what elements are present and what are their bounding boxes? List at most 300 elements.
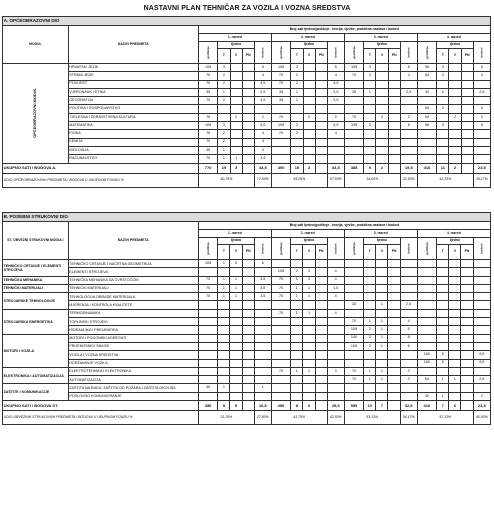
value-cell: 1	[376, 326, 388, 334]
value-cell	[400, 155, 417, 163]
value-cell	[376, 80, 388, 88]
value-cell	[400, 130, 417, 138]
type-header: T	[291, 49, 303, 64]
total-value	[242, 163, 254, 173]
value-cell	[327, 384, 344, 392]
value-cell: 2	[437, 72, 449, 80]
value-cell	[461, 293, 473, 301]
value-cell	[344, 309, 363, 317]
hours-header: Broj sati tjedno/godišnje - teorija, vježbe, praktična nastava i bodovi	[198, 222, 490, 230]
value-cell: 2,5	[254, 88, 271, 96]
subject-name: TJELESNA I ZDRAVSTVENA KULTURA	[68, 113, 198, 121]
total-row	[3, 401, 491, 411]
total-value: 2	[449, 163, 461, 173]
weekly-header: tjedno	[437, 42, 473, 49]
type-header: V	[303, 49, 315, 64]
value-cell	[437, 301, 449, 309]
type-header: PN	[242, 49, 254, 64]
module-cell: STROJARSKE TEHNOLOGIJE	[3, 293, 69, 310]
value-cell: 70	[271, 284, 290, 292]
value-cell	[218, 367, 230, 375]
value-cell	[400, 392, 417, 400]
value-cell: 64	[417, 72, 436, 80]
value-cell: 3	[364, 334, 376, 342]
value-cell	[218, 318, 230, 326]
percent-row	[3, 411, 491, 425]
value-cell: 4	[400, 318, 417, 326]
module-column-header: MODUL	[3, 26, 69, 64]
value-cell	[242, 326, 254, 334]
rotated-label: godišnje	[351, 242, 356, 255]
value-cell	[230, 301, 242, 309]
subject-name: BIOLOGIJA	[68, 146, 198, 154]
value-cell	[449, 276, 461, 284]
subject-name: TEHNIČKO CRTANJE I NACRTNA GEOMETRIJA	[68, 260, 198, 268]
module-cell: STROJARSKA ENERGETIKA	[3, 309, 69, 334]
value-cell: 4	[254, 72, 271, 80]
type-header: PN	[461, 49, 473, 64]
value-cell: 1	[254, 384, 271, 392]
value-cell: 2	[364, 326, 376, 334]
value-cell	[417, 367, 436, 375]
value-cell	[315, 146, 327, 154]
value-cell: 2,5	[400, 88, 417, 96]
value-cell: 9,5	[473, 351, 490, 359]
value-cell	[242, 392, 254, 400]
value-cell	[417, 97, 436, 105]
total-row	[3, 163, 491, 173]
value-cell	[271, 342, 290, 350]
value-cell	[198, 367, 217, 375]
value-cell	[437, 113, 449, 121]
value-cell	[388, 367, 400, 375]
value-cell	[291, 105, 303, 113]
value-cell	[198, 334, 217, 342]
points-header	[254, 238, 271, 260]
rotated-label: godišnje	[278, 242, 283, 255]
value-cell	[303, 64, 315, 72]
value-cell	[254, 334, 271, 342]
subject-row	[3, 351, 491, 359]
total-value	[242, 401, 254, 411]
type-header: T	[218, 245, 230, 260]
subject-name: VJERONAUK / ETIKA	[68, 88, 198, 96]
type-header: PN	[388, 245, 400, 260]
total-value: 19,5	[400, 163, 417, 173]
value-cell	[400, 268, 417, 276]
value-cell: 35	[344, 88, 363, 96]
total-label: UKUPNO SATI / BODOVA A.	[3, 163, 199, 173]
weekly-header: tjedno	[218, 42, 254, 49]
value-cell	[291, 376, 303, 384]
value-cell: 2,5	[327, 97, 344, 105]
points-header	[400, 238, 417, 260]
value-cell	[254, 392, 271, 400]
value-cell	[417, 326, 436, 334]
subject-name: POSLOVNO KOMUNICIRANJE	[68, 392, 198, 400]
value-cell	[437, 155, 449, 163]
value-cell	[230, 97, 242, 105]
value-cell: 1	[218, 293, 230, 301]
value-cell: 1	[376, 342, 388, 350]
value-cell	[303, 80, 315, 88]
value-cell	[473, 138, 490, 146]
value-cell	[327, 105, 344, 113]
value-cell	[461, 309, 473, 317]
value-cell	[254, 342, 271, 350]
type-header: T	[437, 245, 449, 260]
value-cell	[254, 376, 271, 384]
value-cell	[344, 105, 363, 113]
value-cell	[449, 64, 461, 72]
value-cell	[400, 105, 417, 113]
subject-row	[3, 88, 491, 96]
value-cell	[461, 268, 473, 276]
value-cell	[230, 367, 242, 375]
grade-header: 2. razred	[271, 230, 344, 238]
value-cell	[303, 105, 315, 113]
value-cell: 3,5	[254, 276, 271, 284]
percent-value: 72,50%	[254, 173, 271, 187]
value-cell	[303, 326, 315, 334]
rotated-label: godišnje	[205, 46, 210, 59]
module-cell: TEHNIČKI MATERIJALI	[3, 284, 69, 292]
value-cell	[271, 105, 290, 113]
value-cell	[388, 80, 400, 88]
value-cell: 1	[291, 309, 303, 317]
value-cell	[242, 130, 254, 138]
value-cell: 1	[303, 367, 315, 375]
value-cell: 2,5	[327, 88, 344, 96]
value-cell: 35	[271, 88, 290, 96]
value-cell	[376, 155, 388, 163]
section-title-row	[3, 213, 491, 222]
total-value: 385	[344, 163, 363, 173]
value-cell	[315, 359, 327, 367]
subject-row	[3, 122, 491, 130]
value-cell	[198, 359, 217, 367]
value-cell: 32	[417, 88, 436, 96]
value-cell: 4	[473, 72, 490, 80]
value-cell	[400, 97, 417, 105]
value-cell	[315, 72, 327, 80]
value-cell	[461, 64, 473, 72]
value-cell	[417, 318, 436, 326]
points-header	[473, 42, 490, 64]
value-cell: 2	[218, 138, 230, 146]
value-cell	[242, 276, 254, 284]
annual-header	[417, 238, 436, 260]
value-cell	[271, 138, 290, 146]
subject-row	[3, 260, 491, 268]
value-cell	[388, 301, 400, 309]
module-label: OPĆEOBRAZOVNI MODUL	[32, 88, 38, 138]
value-cell: 70	[198, 276, 217, 284]
value-cell: 70	[344, 318, 363, 326]
value-cell	[218, 351, 230, 359]
value-cell	[198, 105, 217, 113]
value-cell: 2	[364, 72, 376, 80]
value-cell	[218, 113, 230, 121]
value-cell: 2	[303, 113, 315, 121]
value-cell: 6	[400, 342, 417, 350]
type-header: T	[364, 245, 376, 260]
value-cell	[449, 284, 461, 292]
value-cell	[364, 293, 376, 301]
value-cell	[364, 155, 376, 163]
value-cell: 5	[400, 326, 417, 334]
value-cell: 2	[291, 80, 303, 88]
value-cell	[254, 105, 271, 113]
subjects-column-header: NAZIVI PREDMETA	[68, 26, 198, 64]
value-cell	[388, 384, 400, 392]
value-cell	[242, 309, 254, 317]
value-cell	[376, 64, 388, 72]
value-cell: 1	[291, 367, 303, 375]
value-cell	[315, 97, 327, 105]
value-cell: 9,5	[473, 359, 490, 367]
subject-name: TOPLINSKI STROJEVI	[68, 318, 198, 326]
value-cell: 70	[344, 376, 363, 384]
value-cell	[449, 318, 461, 326]
value-cell	[473, 301, 490, 309]
subject-row	[3, 155, 491, 163]
total-value: 5	[218, 401, 230, 411]
value-cell	[242, 359, 254, 367]
points-header	[254, 42, 271, 64]
value-cell	[242, 293, 254, 301]
value-cell: 1	[303, 268, 315, 276]
value-cell: 96	[417, 64, 436, 72]
value-cell: 2,5	[473, 376, 490, 384]
type-header: T	[437, 49, 449, 64]
value-cell: 105	[344, 342, 363, 350]
value-cell: 1	[376, 376, 388, 384]
value-cell: 1	[376, 334, 388, 342]
total-value	[315, 163, 327, 173]
value-cell	[271, 301, 290, 309]
value-cell	[315, 334, 327, 342]
value-cell	[376, 384, 388, 392]
value-cell: 1	[303, 284, 315, 292]
value-cell	[291, 326, 303, 334]
subject-name: RAČUNALSTVO	[68, 155, 198, 163]
value-cell	[417, 301, 436, 309]
value-cell	[344, 268, 363, 276]
type-header: V	[449, 245, 461, 260]
percent-value: 43,75%	[271, 411, 327, 425]
value-cell	[388, 64, 400, 72]
value-cell	[303, 146, 315, 154]
rotated-label: bodovi	[479, 47, 484, 58]
value-cell	[388, 105, 400, 113]
value-cell	[437, 260, 449, 268]
percent-value: 42,33%	[417, 173, 473, 187]
value-cell: 3	[400, 376, 417, 384]
value-cell	[291, 334, 303, 342]
value-cell: 35	[271, 97, 290, 105]
value-cell	[315, 342, 327, 350]
value-cell: 105	[198, 122, 217, 130]
value-cell: 96	[417, 122, 436, 130]
value-cell	[315, 351, 327, 359]
value-cell	[461, 155, 473, 163]
value-cell	[473, 326, 490, 334]
value-cell	[315, 80, 327, 88]
total-value	[388, 401, 400, 411]
value-cell	[449, 367, 461, 375]
total-value: 490	[271, 401, 290, 411]
value-cell	[417, 309, 436, 317]
total-value: 5	[230, 401, 242, 411]
rotated-label: godišnje	[278, 46, 283, 59]
value-cell	[315, 64, 327, 72]
value-cell	[315, 138, 327, 146]
value-cell	[417, 342, 436, 350]
value-cell: 1	[218, 284, 230, 292]
value-cell	[230, 384, 242, 392]
value-cell: 1	[291, 284, 303, 292]
total-value: 23,5	[473, 401, 490, 411]
value-cell	[344, 276, 363, 284]
annual-header	[417, 42, 436, 64]
value-cell	[271, 155, 290, 163]
value-cell: 5,5	[327, 122, 344, 130]
total-value: 9	[364, 163, 376, 173]
value-cell: 1,5	[327, 284, 344, 292]
value-cell: 70	[198, 97, 217, 105]
value-cell	[417, 155, 436, 163]
value-cell: 2	[291, 268, 303, 276]
value-cell	[437, 268, 449, 276]
value-cell	[437, 293, 449, 301]
value-cell	[230, 105, 242, 113]
value-cell	[437, 284, 449, 292]
value-cell	[473, 309, 490, 317]
value-cell: 2	[218, 72, 230, 80]
type-header: PN	[461, 245, 473, 260]
value-cell: 2	[437, 105, 449, 113]
value-cell	[461, 318, 473, 326]
value-cell	[303, 260, 315, 268]
percent-value: 39,17%	[473, 173, 490, 187]
total-value: 6	[303, 401, 315, 411]
value-cell	[344, 351, 363, 359]
value-cell	[271, 326, 290, 334]
subject-row	[3, 72, 491, 80]
total-value	[461, 163, 473, 173]
value-cell	[437, 342, 449, 350]
value-cell	[303, 318, 315, 326]
subjects-column-header: NAZIVI PREDMETA	[68, 222, 198, 260]
value-cell	[388, 309, 400, 317]
total-value: 490	[271, 163, 290, 173]
value-cell: 4	[327, 309, 344, 317]
weekly-header: tjedno	[364, 238, 400, 245]
value-cell	[449, 155, 461, 163]
value-cell: 4	[327, 293, 344, 301]
value-cell	[437, 130, 449, 138]
value-cell	[461, 97, 473, 105]
grade-header: 1. razred	[198, 230, 271, 238]
value-cell	[218, 268, 230, 276]
value-cell: 70	[198, 284, 217, 292]
subject-row	[3, 284, 491, 292]
value-cell	[230, 72, 242, 80]
value-cell	[242, 88, 254, 96]
grade-header: 3. razred	[344, 230, 417, 238]
value-cell	[271, 146, 290, 154]
annual-header	[271, 238, 290, 260]
total-value: 15	[291, 163, 303, 173]
value-cell: 105	[344, 64, 363, 72]
percent-value: 53,13%	[344, 411, 400, 425]
value-cell: 70	[198, 80, 217, 88]
value-cell	[344, 130, 363, 138]
type-header: PN	[315, 49, 327, 64]
value-cell	[473, 80, 490, 88]
subject-row	[3, 376, 491, 384]
annual-header	[271, 42, 290, 64]
value-cell	[303, 138, 315, 146]
value-cell	[437, 367, 449, 375]
value-cell	[417, 146, 436, 154]
value-cell	[417, 260, 436, 268]
value-cell	[230, 138, 242, 146]
value-cell	[271, 318, 290, 326]
value-cell: 70	[344, 367, 363, 375]
points-header	[473, 238, 490, 260]
value-cell	[400, 138, 417, 146]
value-cell: 4,5	[327, 80, 344, 88]
subject-row	[3, 64, 491, 72]
value-cell	[437, 97, 449, 105]
value-cell	[242, 342, 254, 350]
value-cell: 160	[417, 351, 436, 359]
value-cell	[364, 268, 376, 276]
value-cell	[242, 97, 254, 105]
value-cell	[327, 155, 344, 163]
value-cell	[315, 293, 327, 301]
total-value	[461, 401, 473, 411]
value-cell: 2	[327, 113, 344, 121]
value-cell: 35	[198, 384, 217, 392]
value-cell	[242, 105, 254, 113]
value-cell	[473, 384, 490, 392]
header-row	[3, 222, 491, 230]
value-cell	[388, 130, 400, 138]
value-cell	[242, 367, 254, 375]
weekly-header: tjedno	[437, 238, 473, 245]
value-cell	[449, 309, 461, 317]
value-cell	[473, 97, 490, 105]
percent-value: 54,17%	[400, 411, 417, 425]
total-value: 416	[417, 163, 436, 173]
rotated-label: godišnje	[424, 242, 429, 255]
value-cell	[461, 105, 473, 113]
value-cell	[254, 367, 271, 375]
value-cell	[388, 146, 400, 154]
value-cell	[388, 113, 400, 121]
value-cell	[303, 88, 315, 96]
value-cell	[376, 105, 388, 113]
value-cell	[461, 284, 473, 292]
value-cell: 1	[376, 301, 388, 309]
value-cell	[449, 122, 461, 130]
percent-value: 31,25%	[198, 411, 254, 425]
hours-header: Broj sati tjedno/godišnje - teorija, vježbe, praktična nastava i bodovi	[198, 26, 490, 34]
value-cell	[315, 301, 327, 309]
